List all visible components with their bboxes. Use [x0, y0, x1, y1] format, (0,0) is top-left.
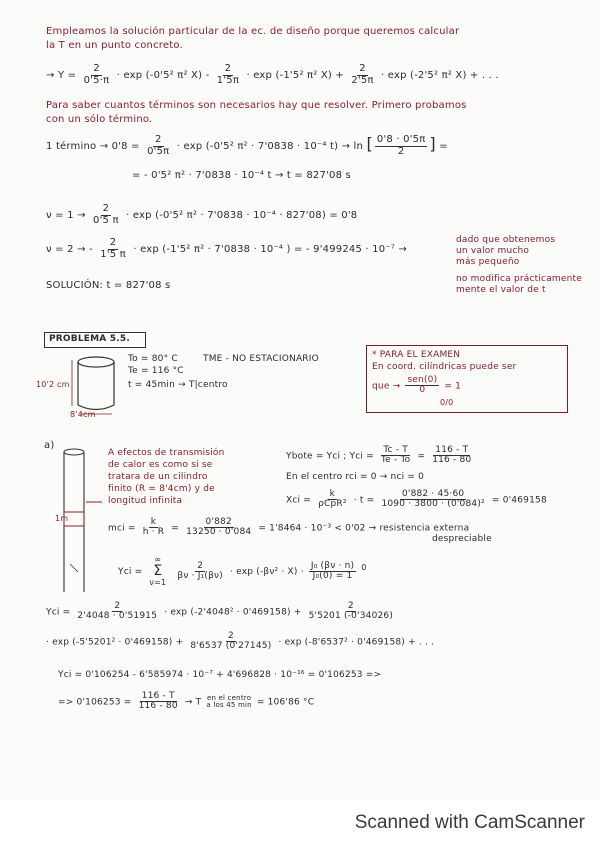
part-a-label: a): [44, 440, 55, 451]
scanner-footer: [0, 800, 599, 848]
nu-2-equation: ν = 2 → - $\frac{2}{1'5 \pi}$ · exp (-1'5² π² · 7'0838 · 10⁻⁴ ) = - 9'499245 · 10⁻⁷ →: [46, 237, 407, 260]
nu-2-note-4: no modifica prácticamente: [456, 274, 582, 284]
scanner-watermark: Scanned with CamScanner: [354, 812, 585, 833]
mci-result-2: despreciable: [432, 534, 492, 544]
sum-equation: Yci = ∞ Σ ν=1 $\frac{2}{\text{βν · J₁(βν)}}$ · exp (-βν² · X) · $\frac{\text{J₀ (βν · n)}}{\text{J₀(0) = 1}}$ $^0$: [118, 555, 367, 588]
part-a-desc-5: longitud infinita: [108, 496, 183, 506]
xci-equation: Xci = $\frac{k}{\text{ρCpR²}}$ · t = $\frac{0'882 \cdot 45\cdot 60}{\text{1090 · 3800 · (0'084)²}}$ = 0'469158: [286, 489, 547, 510]
nu-2-note-5: mente el valor de t: [456, 285, 546, 295]
nu-2-note-2: un valor mucho: [456, 246, 530, 256]
intro-line-1: Empleamos la solución particular de la ec. de diseño porque queremos calcular: [46, 26, 460, 37]
exam-line-1: * PARA EL EXAMEN: [372, 350, 461, 360]
terms-line-2: con un sólo término.: [46, 114, 153, 125]
solution: SOLUCIÓN: t = 827'08 s: [46, 280, 171, 291]
nu-1-equation: ν = 1 → $\frac{2}{0'5 \pi}$ · exp (-0'5² π² · 7'0838 · 10⁻⁴ · 827'08) = 0'8: [46, 203, 358, 226]
intro-line-2: la T en un punto concreto.: [46, 40, 183, 51]
calc-line-1: Yci = $\frac{2}{2'4048 \cdot 0'51915}$ · exp (-2'4048² · 0'469158) + $\frac{2}{5'5201 (-0'34026)}$: [46, 601, 394, 622]
calc-line-2: · exp (-5'5201² · 0'469158) + $\frac{2}{8'6537 (0'27145)}$ · exp (-8'6537² · 0'469158) + . . .: [46, 631, 435, 652]
problem-tme: TME - NO ESTACIONARIO: [203, 354, 319, 364]
part-a-desc-4: finito (R = 8'4cm) y de: [108, 484, 215, 494]
nu-2-note-1: dado que obtenemos: [456, 235, 556, 245]
part-a-desc-3: tratara de un cilindro: [108, 472, 208, 482]
cylinder-width-label: 8'4cm: [70, 410, 96, 419]
ybote-equation: Ybote = Yci ; Yci = $\frac{Tc - T}{Te - To}$ = $\frac{116 - T}{116 - 80}$: [286, 445, 472, 466]
part-a-desc-1: A efectos de transmisión: [108, 448, 225, 458]
mci-equation: mci = $\frac{k}{h \cdot R}$ = $\frac{0'882}{13250 \cdot 0'084}$ = 1'8464 · 10⁻³ < 0'02 → resistencia externa: [108, 517, 470, 538]
nu-2-note-3: más pequeño: [456, 257, 520, 267]
problem-to: To = 80° C: [128, 354, 178, 364]
cylinder-section-label: 1m: [55, 514, 69, 523]
centro-line: En el centro rci = 0 → nci = 0: [286, 472, 425, 482]
exam-line-3: que → $\frac{\text{sen(0)}}{0}$ = 1: [372, 375, 462, 396]
one-term-equation: 1 término → 0'8 = $\frac{2}{0'5\pi}$ · exp (-0'5² π² · 7'0838 · 10⁻⁴ t) → ln [ $\frac{0'8 \cdot 0'5\pi}{2}$ ] =: [46, 134, 448, 157]
calc-line-3: Yci = 0'106254 - 6'585974 · 10⁻⁷ + 4'696828 · 10⁻¹⁶ = 0'106253 =>: [58, 670, 382, 680]
part-a-desc-2: de calor es como si se: [108, 460, 213, 470]
calc-line-4: => 0'106253 = $\frac{116 - T}{116 - 80}$ → T en el centro a los 45 min = 106'86 °C: [58, 691, 315, 712]
cylinder-height-label: 10'2 cm: [36, 380, 70, 389]
series-equation: → Y = $\frac{2}{0'5\cdot\pi}$ · exp (-0'5² π² X) - $\frac{2}{1'5\pi}$ · exp (-1'5² π² X) + $\frac{2}{2'5\pi}$ · exp (-2'5² π² X) + . . .: [46, 63, 499, 86]
exam-line-2: En coord. cilíndricas puede ser: [372, 362, 517, 372]
problem-te: Te = 116 °C: [128, 366, 184, 376]
problem-t: t = 45min → T|centro: [128, 380, 228, 390]
problem-title: PROBLEMA 5.5.: [49, 334, 130, 344]
terms-line-1: Para saber cuantos términos son necesarios hay que resolver. Primero probamos: [46, 100, 467, 111]
one-term-result: = - 0'5² π² · 7'0838 · 10⁻⁴ t → t = 827'08 s: [132, 170, 351, 181]
exam-line-4: 0/0: [440, 398, 454, 407]
